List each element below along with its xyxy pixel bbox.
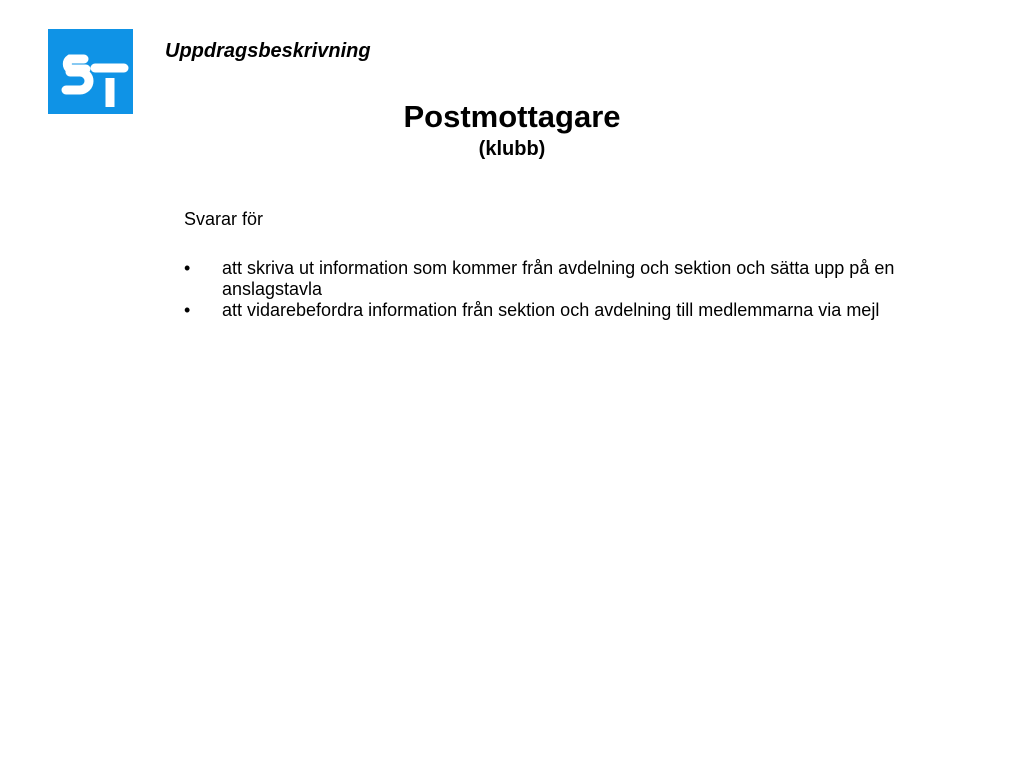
bullet-icon: • <box>184 300 191 320</box>
role-subtitle: (klubb) <box>478 138 546 160</box>
role-heading <box>0 98 1024 162</box>
list-item <box>184 300 924 321</box>
responsibility-text: att skriva ut information som kommer från avdelning och sektion och sätta upp på en anslagstavla <box>222 258 895 299</box>
bullet-icon: • <box>184 258 191 278</box>
role-title: Postmottagare <box>403 99 621 134</box>
responsibility-text: att vidarebefordra information från sektion och avdelning till medlemmarna via mejl <box>222 300 880 320</box>
list-item <box>184 258 924 300</box>
responsibilities-intro: Svarar för <box>184 209 264 229</box>
responsibilities-list <box>184 258 924 321</box>
document-type-label: Uppdragsbeskrivning <box>165 40 371 62</box>
